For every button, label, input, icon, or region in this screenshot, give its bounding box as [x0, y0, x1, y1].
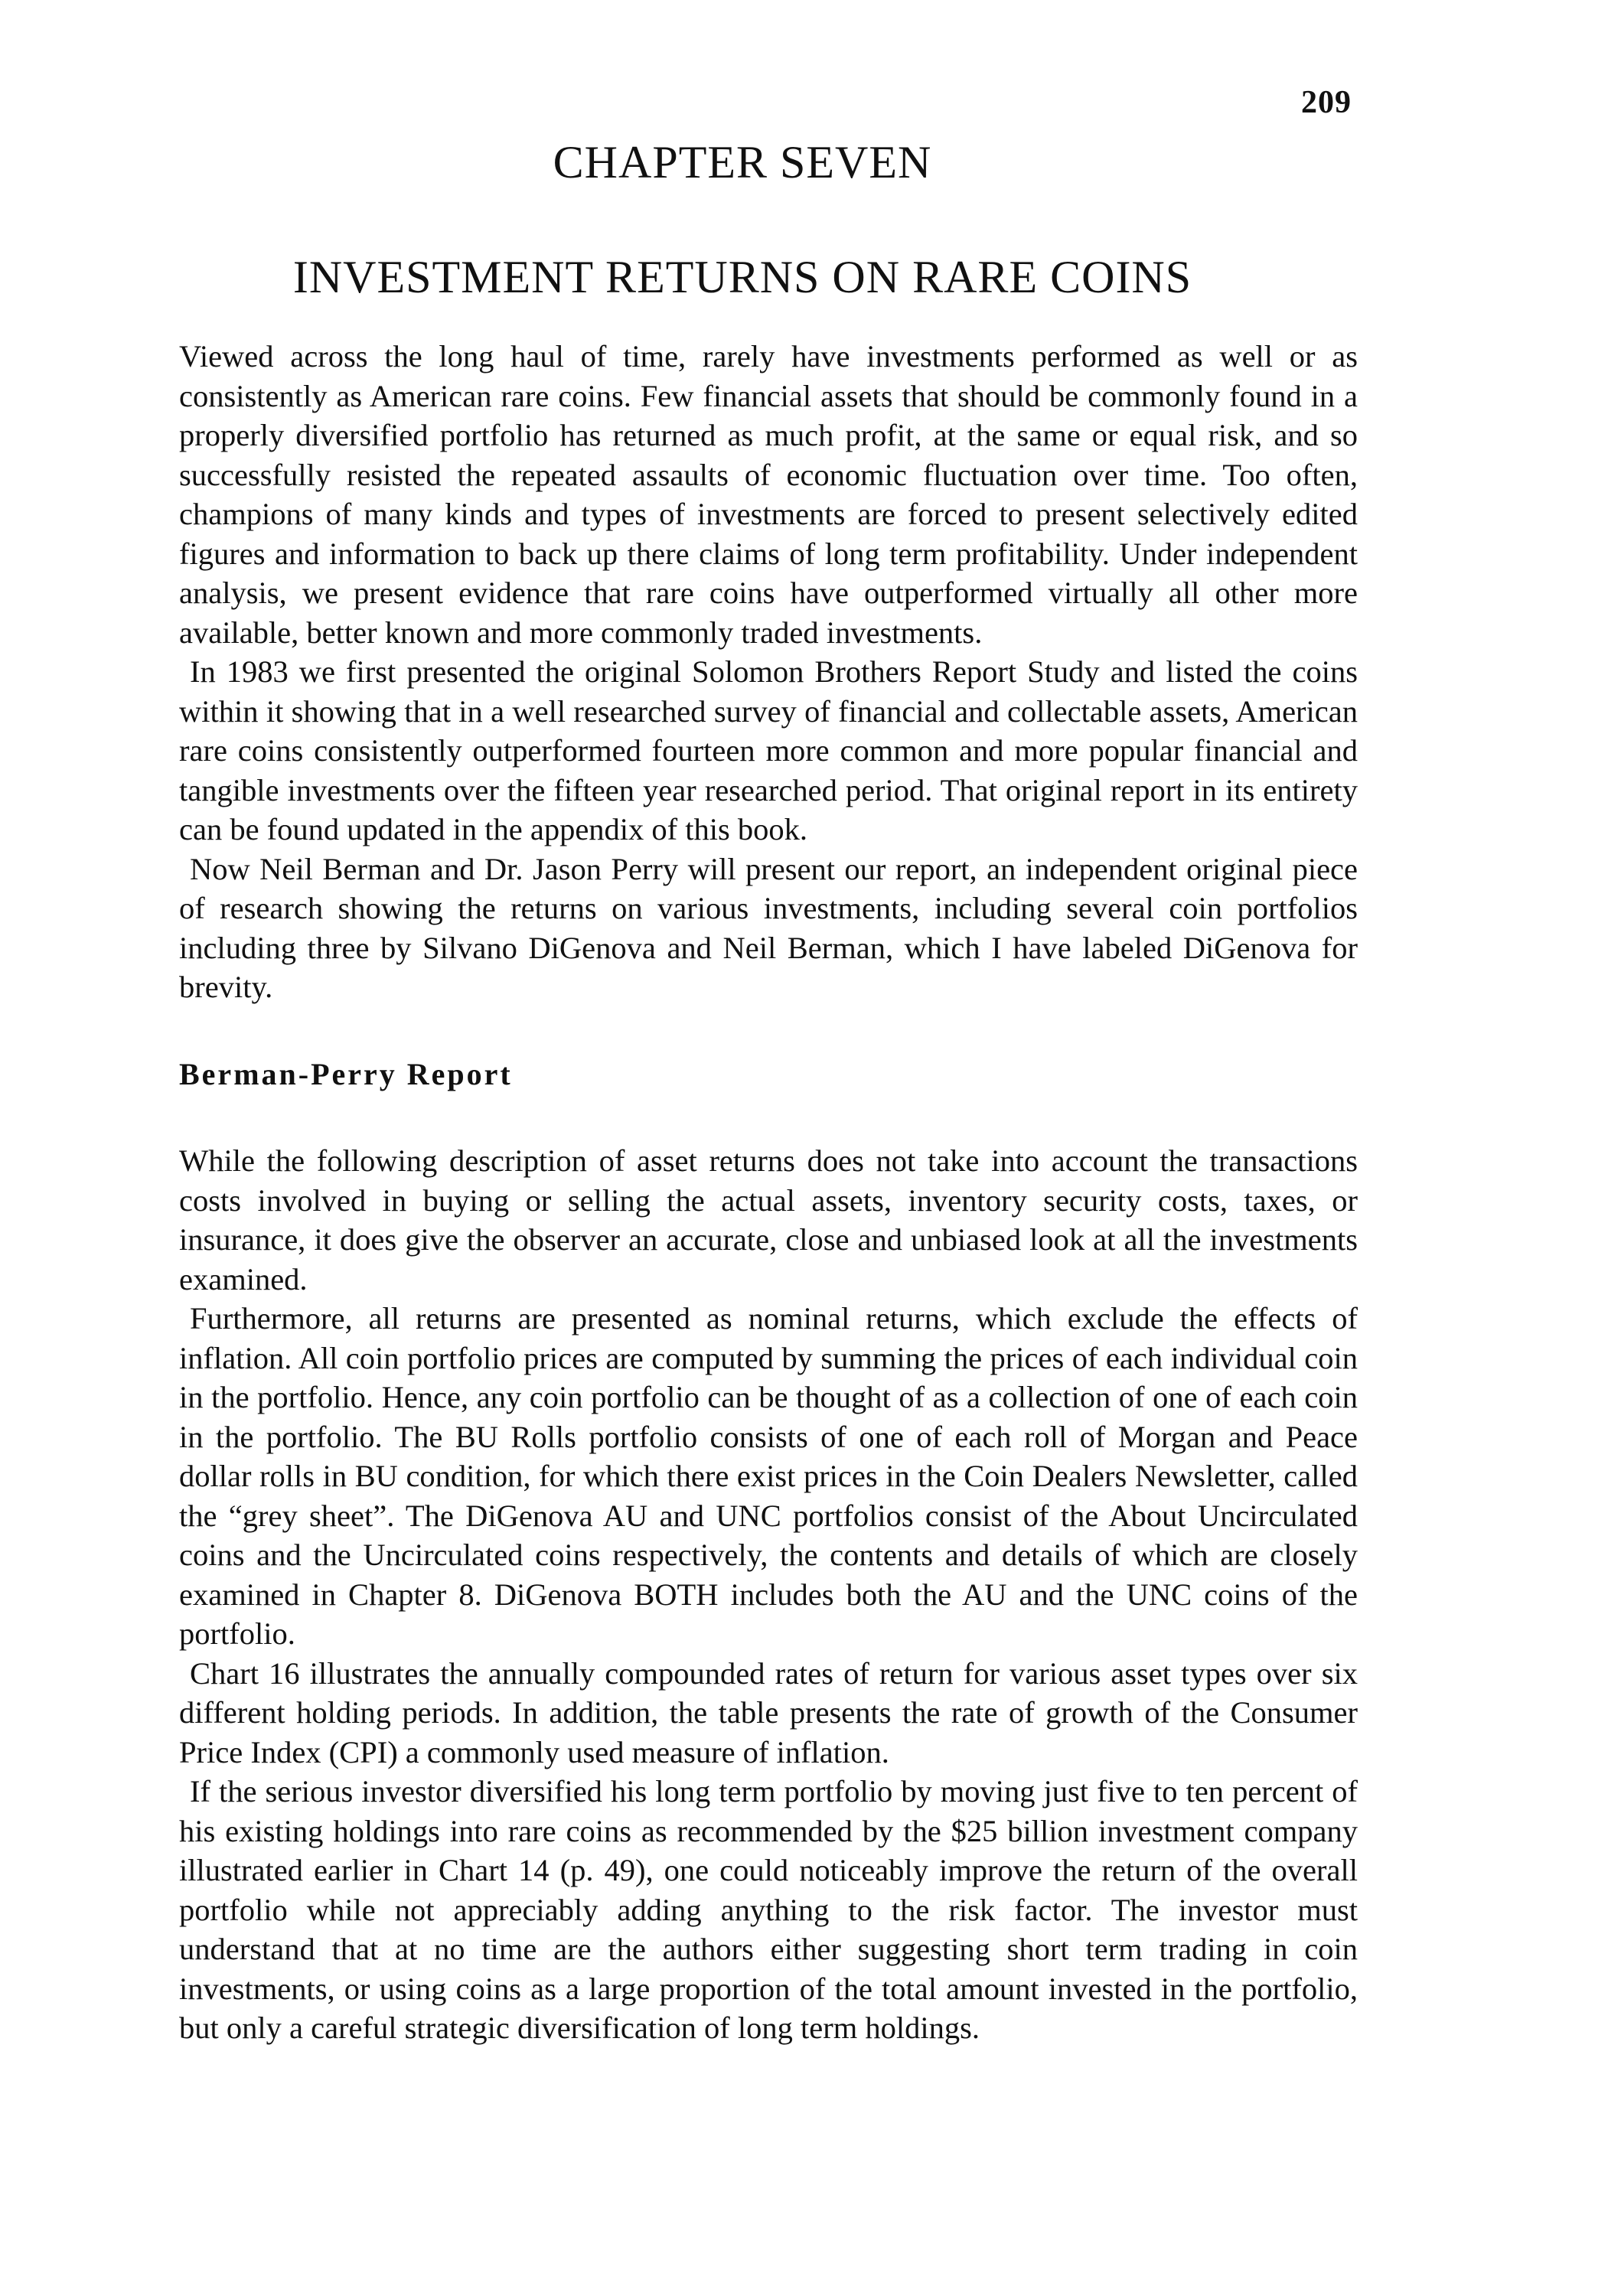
section-paragraph: If the serious investor diversified his long term portfolio by moving just five to ten percent of his existing holdings into rare coins as recommended by the $25 billion investment company illustrated earlier in Chart 14 (p. 49), one could noticeably improve the return of the overall portfolio while not appreciably adding anything to the risk factor. The investor must understand that at no time are the authors either suggesting short term trading in coin investments, or using coins as a large proportion of the total amount invested in the portfolio, but only a careful strategic diversification of long term holdings. — [179, 1774, 1358, 2045]
intro-paragraph: Now Neil Berman and Dr. Jason Perry will present our report, an independent original piece of research showing the returns on various investments, including several coin portfolios including three by Silvano DiGenova and Neil Berman, which I have labeled DiGenova for brevity. — [179, 851, 1358, 1004]
section-paragraph: Chart 16 illustrates the annually compounded rates of return for various asset types over six different holding periods. In addition, the table presents the rate of growth of the Consumer Price Index (CPI) a commonly used measure of inflation. — [179, 1655, 1358, 1769]
section-paragraph: While the following description of asset returns does not take into account the transactions costs involved in buying or selling the actual assets, inventory security costs, taxes, or insurance, it does give the observer an accurate, close and unbiased look at all the investments examined. — [179, 1143, 1358, 1296]
page-number: 209 — [1301, 85, 1352, 120]
chapter-title: INVESTMENT RETURNS ON RARE COINS — [292, 252, 1192, 302]
body-text — [179, 337, 1358, 2048]
intro-paragraph: Viewed across the long haul of time, rarely have investments performed as well or as consistently as American rare coins. Few financial assets that should be commonly found in a properly diversified portfolio has returned as much profit, at the same or equal risk, and so successfully resisted the repeated assaults of economic fluctuation over time. Too often, champions of many kinds and types of investments are forced to present selectively edited figures and information to back up there claims of long term profitability. Under independent analysis, we present evidence that rare coins have outperformed virtually all other more available, better known and more commonly traded investments. — [179, 339, 1358, 650]
section-paragraph: Furthermore, all returns are presented as nominal returns, which exclude the effects of inflation. All coin portfolio prices are computed by summing the prices of each individual coin in the portfolio. Hence, any coin portfolio can be thought of as a collection of one of each coin in the portfolio. The BU Rolls portfolio consists of one of each roll of Morgan and Peace dollar rolls in BU condition, for which there exist prices in the Coin Dealers Newsletter, called the “grey sheet”. The DiGenova AU and UNC portfolios consist of the About Uncirculated coins and the Uncirculated coins respectively, the contents and details of which are closely examined in Chapter 8. DiGenova BOTH includes both the AU and the UNC coins of the portfolio. — [179, 1301, 1358, 1651]
intro-paragraph: In 1983 we first presented the original Solomon Brothers Report Study and listed the coins within it showing that in a well researched survey of financial and collectable assets, American rare coins consistently outperformed fourteen more common and more popular financial and tangible investments over the fifteen year researched period. That original report in its entirety can be found updated in the appendix of this book. — [179, 654, 1358, 846]
section-heading: Berman-Perry Report — [179, 1056, 513, 1091]
chapter-heading: CHAPTER SEVEN — [553, 137, 932, 188]
